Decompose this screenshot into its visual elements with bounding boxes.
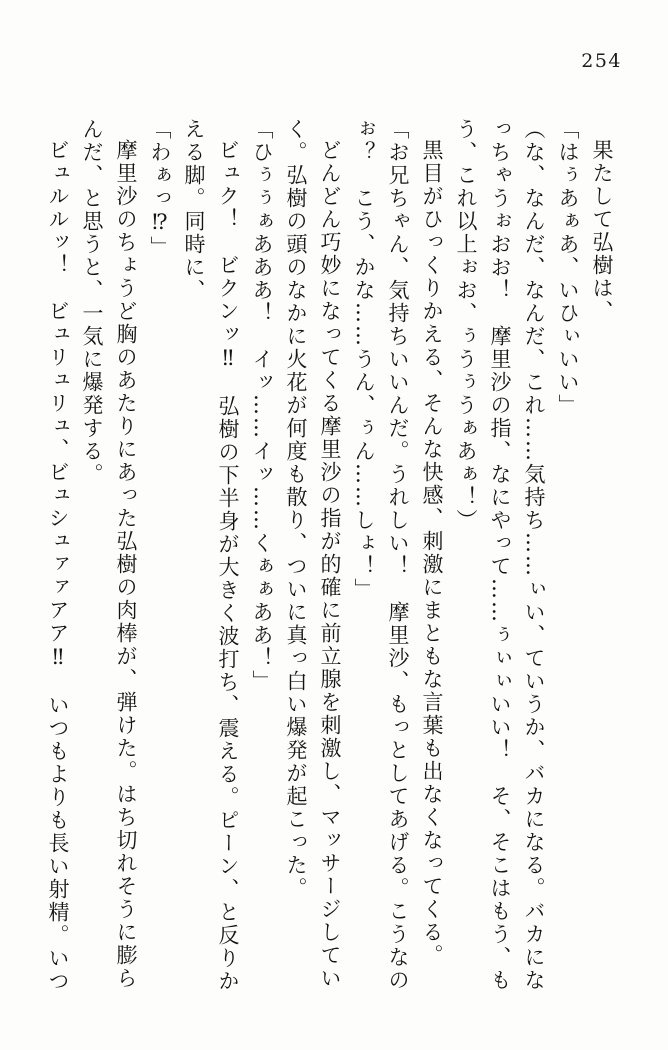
narration-paragraph: 黒目がひっくりかえる、そんな快感、刺激にまともな言葉も出なくなってくる。 xyxy=(420,139,444,967)
dialogue-paragraph: 「お兄ちゃん、気持ちいいんだ。うれしい！ 摩里沙、もっとしてあげる。こうなのぉ？ こう、かな……うん、ぅん……しょ！」 xyxy=(352,118,410,992)
narration-paragraph: ビュク！ ビクンッ‼ 弘樹の下半身が大きく波打ち、震える。ピーン、と反りかえる脚。同時に、 xyxy=(182,118,240,993)
dialogue-paragraph: 「ひぅぅぁあああ！ イッ……イッ……くぁぁああ！」 xyxy=(250,118,274,693)
page-text xyxy=(41,118,619,1003)
dialogue-paragraph: 「はぅあぁあ、いひぃいい」 xyxy=(556,118,580,417)
narration-paragraph: 摩里沙のちょうど胸のあたりにあった弘樹の肉棒が、弾けた。はち切れそうに膨らんだ、と思うと、一気に爆発する。 xyxy=(80,118,138,990)
page-number: 254 xyxy=(581,50,622,72)
inner-monologue-paragraph: （な、なんだ、なんだ、これ……気持ち……ぃい、ていうか、バカになる。バカになっちゃうぉおお！ 摩里沙の指、なにやって……ぅぃぃいい！ そ、そこはもう、もう、これ以上ぉお、ぅうぅうぁあぁ！） xyxy=(454,118,546,992)
dialogue-paragraph: 「わぁっ⁉」 xyxy=(148,118,172,259)
narration-paragraph: ビュルルッ！ ビュリュリュ、ビュシュァァアア‼ いつもよりも長い射精。いつ xyxy=(46,139,70,993)
narration-paragraph: 果たして弘樹は、 xyxy=(590,139,614,323)
narration-paragraph: どんどん巧妙になってくる摩里沙の指が的確に前立腺を刺激し、マッサージしていく。弘樹の頭のなかに火花が何度も散り、ついに真っ白い爆発が起こった。 xyxy=(284,118,342,990)
